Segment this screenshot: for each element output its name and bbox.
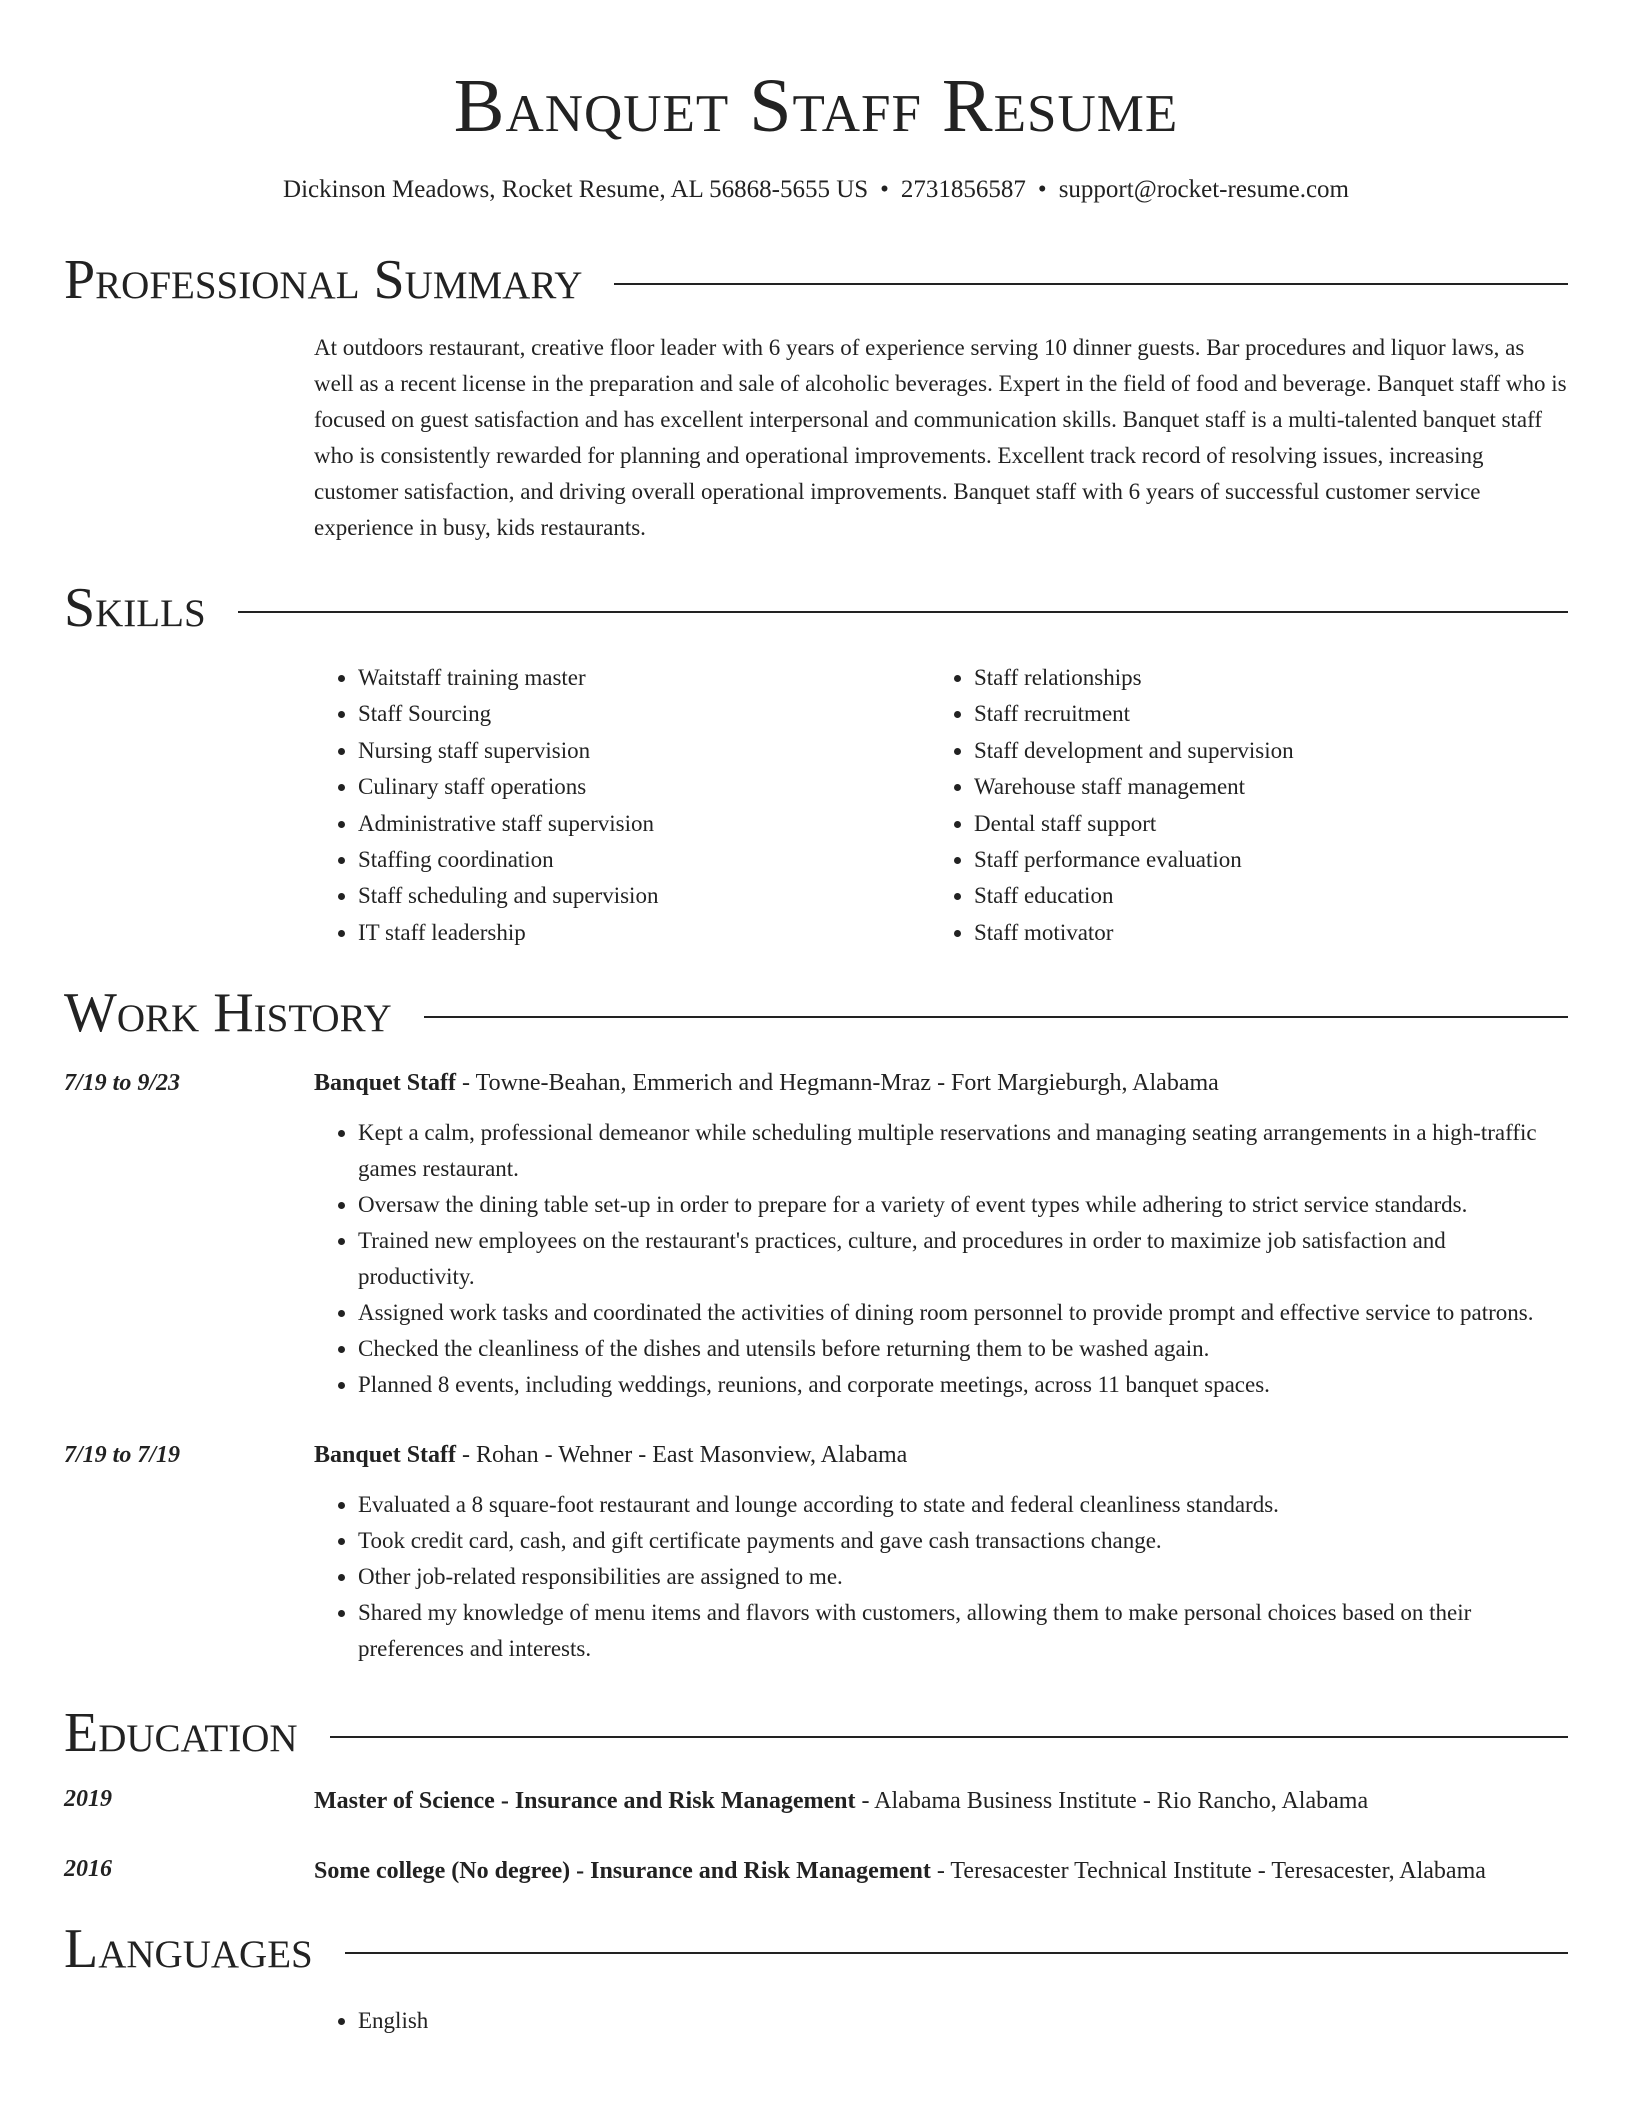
work-heading — [314, 1065, 1568, 1101]
skill-item: • Culinary staff operations — [358, 769, 930, 805]
skill-item: • Staff motivator — [974, 915, 1546, 951]
work-heading — [314, 1437, 1568, 1473]
summary-text: At outdoors restaurant, creative floor leader with 6 years of experience serving 10 dinner guests. Bar procedures and liquor laws, as well as a recent license in the preparation and sale of alcoholic beverages. Expert in the field of food and beverage. Banquet staff who is focused on guest satisfaction and has excellent interpersonal and communication skills. Banquet staff is a multi-talented banquet staff who is consistently rewarded for planning and operational improvements. Excellent track record of resolving issues, increasing customer satisfaction, and driving overall operational improvements. Banquet staff with 6 years of successful customer service experience in busy, kids restaurants. — [314, 335, 1567, 540]
skills-column-right — [930, 660, 1546, 951]
contact-email: support@rocket-resume.com — [1058, 176, 1349, 203]
contact-address: Dickinson Meadows, Rocket Resume, AL 56868-5655 US — [283, 176, 869, 203]
summary-section-header — [64, 248, 1568, 312]
section-divider — [345, 1952, 1568, 1954]
skill-item: • Administrative staff supervision — [358, 806, 930, 842]
skills-section-header — [64, 576, 1568, 640]
skill-item: • Staff performance evaluation — [974, 842, 1546, 878]
skill-item: • Staffing coordination — [358, 842, 930, 878]
languages-section-title: Languages — [64, 1918, 313, 1981]
education-school: - Teresacester Technical Institute - Teresacester, Alabama — [930, 1858, 1486, 1885]
work-position: Banquet Staff — [314, 1070, 457, 1097]
work-details — [314, 1437, 1568, 1667]
contact-line — [64, 174, 1568, 206]
skill-item: • Staff scheduling and supervision — [358, 878, 930, 914]
languages-section-header — [64, 1917, 1568, 1981]
contact-phone: 2731856587 — [900, 176, 1026, 203]
skill-item: • IT staff leadership — [358, 915, 930, 951]
contact-separator: • — [1037, 176, 1047, 203]
skill-item: • Staff recruitment — [974, 696, 1546, 732]
education-details — [314, 1781, 1568, 1821]
work-bullets — [314, 1115, 1568, 1403]
education-degree: Some college (No degree) - Insurance and Risk Management — [314, 1858, 931, 1885]
education-section-title: Education — [64, 1702, 298, 1765]
skill-item: • Staff education — [974, 878, 1546, 914]
work-bullet: • Checked the cleanliness of the dishes and utensils before returning them to be washed again. — [358, 1331, 1568, 1367]
skill-item: • Dental staff support — [974, 806, 1546, 842]
work-bullet: • Shared my knowledge of menu items and flavors with customers, allowing them to make personal choices based on their preferences and interests. — [358, 1595, 1568, 1667]
work-employer: - Towne-Beahan, Emmerich and Hegmann-Mraz - Fort Margieburgh, Alabama — [456, 1070, 1219, 1097]
work-section-title: Work History — [64, 982, 392, 1045]
education-entry — [64, 1851, 1568, 1891]
skill-item: • Warehouse staff management — [974, 769, 1546, 805]
work-details — [314, 1065, 1568, 1403]
skill-item: • Staff relationships — [974, 660, 1546, 696]
languages-items — [314, 2003, 1568, 2039]
education-school: - Alabama Business Institute - Rio Rancho, Alabama — [855, 1788, 1369, 1815]
resume-page — [64, 0, 1568, 2039]
summary-section-title: Professional Summary — [64, 249, 583, 311]
work-dates: 7/19 to 9/23 — [64, 1070, 181, 1097]
work-bullet: • Assigned work tasks and coordinated the activities of dining room personnel to provide prompt and effective service to patrons. — [358, 1295, 1568, 1331]
work-bullet: • Took credit card, cash, and gift certificate payments and gave cash transactions change. — [358, 1523, 1568, 1559]
work-entry — [64, 1065, 1568, 1403]
education-year: 2019 — [64, 1786, 112, 1813]
section-divider — [424, 1016, 1568, 1018]
section-divider — [614, 283, 1568, 285]
work-bullet: • Evaluated a 8 square-foot restaurant and lounge according to state and federal cleanliness standards. — [358, 1487, 1568, 1523]
work-dates: 7/19 to 7/19 — [64, 1442, 181, 1469]
language-item: • English — [358, 2003, 1568, 2039]
skills-section-title: Skills — [64, 577, 206, 639]
work-bullet: • Kept a calm, professional demeanor while scheduling multiple reservations and managing seating arrangements in a high-traffic games restaurant. — [358, 1115, 1568, 1187]
work-section-header — [64, 981, 1568, 1045]
languages-list — [314, 2003, 1568, 2039]
resume-title: Banquet Staff Resume — [453, 64, 1179, 148]
work-bullet: • Planned 8 events, including weddings, reunions, and corporate meetings, across 11 banquet spaces. — [358, 1367, 1568, 1403]
education-section-header — [64, 1701, 1568, 1765]
education-details — [314, 1851, 1568, 1891]
skill-item: • Staff development and supervision — [974, 733, 1546, 769]
section-divider — [330, 1736, 1568, 1738]
contact-separator: • — [880, 176, 889, 203]
education-entry — [64, 1781, 1568, 1821]
skills-column-left — [314, 660, 930, 951]
education-degree: Master of Science - Insurance and Risk Management — [314, 1788, 856, 1815]
work-employer: - Rohan - Wehner - East Masonview, Alabama — [456, 1442, 908, 1469]
work-position: Banquet Staff — [314, 1442, 457, 1469]
work-bullets — [314, 1487, 1568, 1667]
section-divider — [238, 611, 1568, 613]
work-bullet: • Trained new employees on the restaurant's practices, culture, and procedures in order to maximize job satisfaction and productivity. — [358, 1223, 1568, 1295]
skill-item: • Nursing staff supervision — [358, 733, 930, 769]
work-bullet: • Other job-related responsibilities are assigned to me. — [358, 1559, 1568, 1595]
skill-item: • Waitstaff training master — [358, 660, 930, 696]
skills-list — [314, 660, 1568, 951]
work-bullet: • Oversaw the dining table set-up in order to prepare for a variety of event types while adhering to strict service standards. — [358, 1187, 1568, 1223]
skill-item: • Staff Sourcing — [358, 696, 930, 732]
education-year: 2016 — [64, 1856, 112, 1883]
work-entry — [64, 1437, 1568, 1667]
